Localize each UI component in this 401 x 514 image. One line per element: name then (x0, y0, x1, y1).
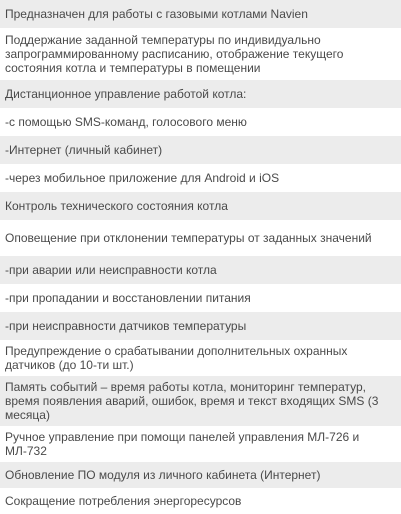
feature-text: Ручное управление при помощи панелей управления МЛ-726 и МЛ-732 (5, 430, 360, 458)
feature-row (0, 164, 401, 192)
feature-text: -при аварии или неисправности котла (5, 263, 217, 277)
feature-row (0, 256, 401, 284)
feature-row (0, 0, 401, 28)
feature-text: -с помощью SMS-команд, голосового меню (5, 115, 247, 129)
feature-row (0, 28, 401, 80)
feature-text: Обновление ПО модуля из личного кабинета (Интернет) (5, 468, 321, 482)
feature-text: Контроль технического состояния котла (5, 199, 228, 213)
feature-text: -Интернет (личный кабинет) (5, 143, 163, 157)
feature-text: Поддержание заданной температуры по индивидуально запрограммированному расписанию, отображение текущего состояния котла и температуры в помещении (5, 33, 344, 75)
feature-text: Память событий – время работы котла, мониторинг температур, время появления аварий, ошибок, время и текст входящих SMS (3 месяца) (5, 380, 379, 422)
feature-row (0, 220, 401, 256)
feature-row (0, 108, 401, 136)
feature-row (0, 80, 401, 108)
feature-row (0, 462, 401, 488)
feature-row (0, 426, 401, 462)
feature-row (0, 340, 401, 376)
feature-text: Дистанционное управление работой котла: (5, 87, 247, 101)
feature-text: -через мобильное приложение для Android и iOS (5, 171, 280, 185)
feature-row (0, 376, 401, 426)
feature-text: -при неисправности датчиков температуры (5, 319, 247, 333)
feature-row (0, 192, 401, 220)
feature-text: -при пропадании и восстановлении питания (5, 291, 251, 305)
feature-text: Предназначен для работы с газовыми котлами Navien (5, 7, 308, 21)
feature-text: Сокращение потребления энергоресурсов (5, 494, 242, 508)
feature-row (0, 284, 401, 312)
feature-text: Предупреждение о срабатывании дополнительных охранных датчиков (до 10-ти шт.) (5, 344, 348, 372)
feature-row (0, 136, 401, 164)
feature-row (0, 488, 401, 514)
feature-row (0, 312, 401, 340)
feature-text: Оповещение при отклонении температуры от заданных значений (5, 231, 372, 245)
